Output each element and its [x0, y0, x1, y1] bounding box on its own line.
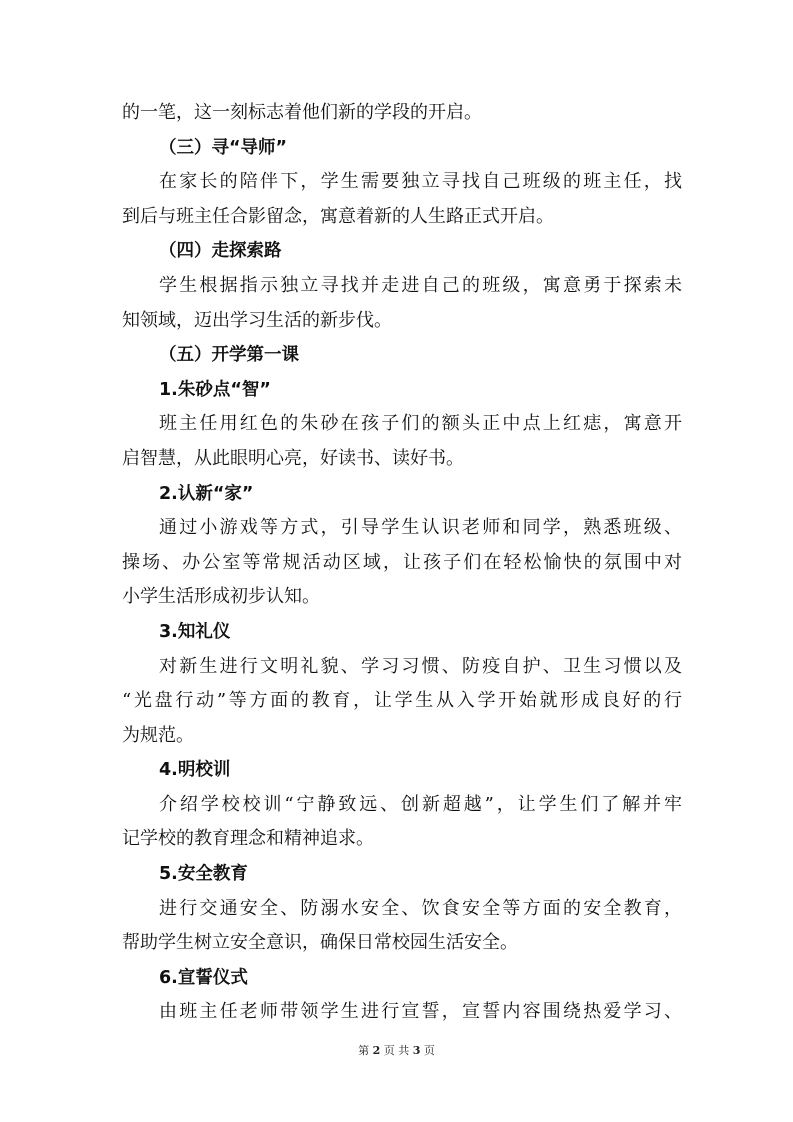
- section-heading-5: （五）开学第一课: [159, 345, 299, 366]
- footer-middle: 页 共: [383, 1044, 410, 1057]
- text-line: 帮助学生树立安全意识，确保日常校园生活安全。: [122, 932, 518, 954]
- text-line: 进行交通安全、防溺水安全、饮食安全等方面的安全教育，: [159, 897, 682, 919]
- footer-prefix: 第: [358, 1044, 370, 1057]
- footer-total-pages: 3: [412, 1044, 421, 1057]
- section-heading-4: （四）走探索路: [159, 241, 282, 262]
- footer-page-number: 2: [372, 1044, 381, 1057]
- subheading-6: 6.宣誓仪式: [159, 967, 248, 988]
- footer-suffix: 页: [423, 1044, 435, 1057]
- page-footer: [0, 1042, 793, 1058]
- text-line: 对新生进行文明礼貌、学习习惯、防疫自护、卫生习惯以及: [159, 655, 682, 677]
- text-line: 学生根据指示独立寻找并走进自己的班级，寓意勇于探索未: [159, 274, 682, 296]
- subheading-1: 1.朱砂点“智”: [159, 379, 271, 400]
- subheading-2: 2.认新“家”: [159, 483, 254, 504]
- text-line: 介绍学校校训“宁静致远、创新超越”，让学生们了解并牢: [159, 793, 682, 815]
- text-line: 在家长的陪伴下，学生需要独立寻找自己班级的班主任，找: [159, 171, 682, 193]
- text-line: “光盘行动”等方面的教育，让学生从入学开始就形成良好的行: [122, 690, 682, 712]
- text-line: 记学校的教育理念和精神追求。: [122, 828, 374, 850]
- subheading-4: 4.明校训: [159, 760, 231, 781]
- text-line: 小学生活形成初步认知。: [122, 586, 320, 608]
- text-line: 的一笔，这一刻标志着他们新的学段的开启。: [122, 102, 482, 123]
- text-line: 为规范。: [122, 724, 194, 746]
- text-line: 班主任用红色的朱砂在孩子们的额头正中点上红痣，寓意开: [159, 413, 682, 435]
- text-line: 由班主任老师带领学生进行宣誓，宣誓内容围绕热爱学习、: [159, 1001, 682, 1023]
- subheading-5: 5.安全教育: [159, 864, 248, 885]
- text-line: 知领域，迈出学习生活的新步伐。: [122, 309, 392, 331]
- document-body: [122, 96, 682, 1030]
- subheading-3: 3.知礼仪: [159, 621, 231, 642]
- section-heading-3: （三）寻“导师”: [159, 137, 288, 158]
- text-line: 通过小游戏等方式，引导学生认识老师和同学，熟悉班级、: [159, 517, 682, 539]
- text-line: 启智慧，从此眼明心亮，好读书、读好书。: [122, 447, 464, 469]
- text-line: 操场、办公室等常规活动区域，让孩子们在轻松愉快的氛围中对: [122, 551, 682, 573]
- text-line: 到后与班主任合影留念，寓意着新的人生路正式开启。: [122, 205, 554, 227]
